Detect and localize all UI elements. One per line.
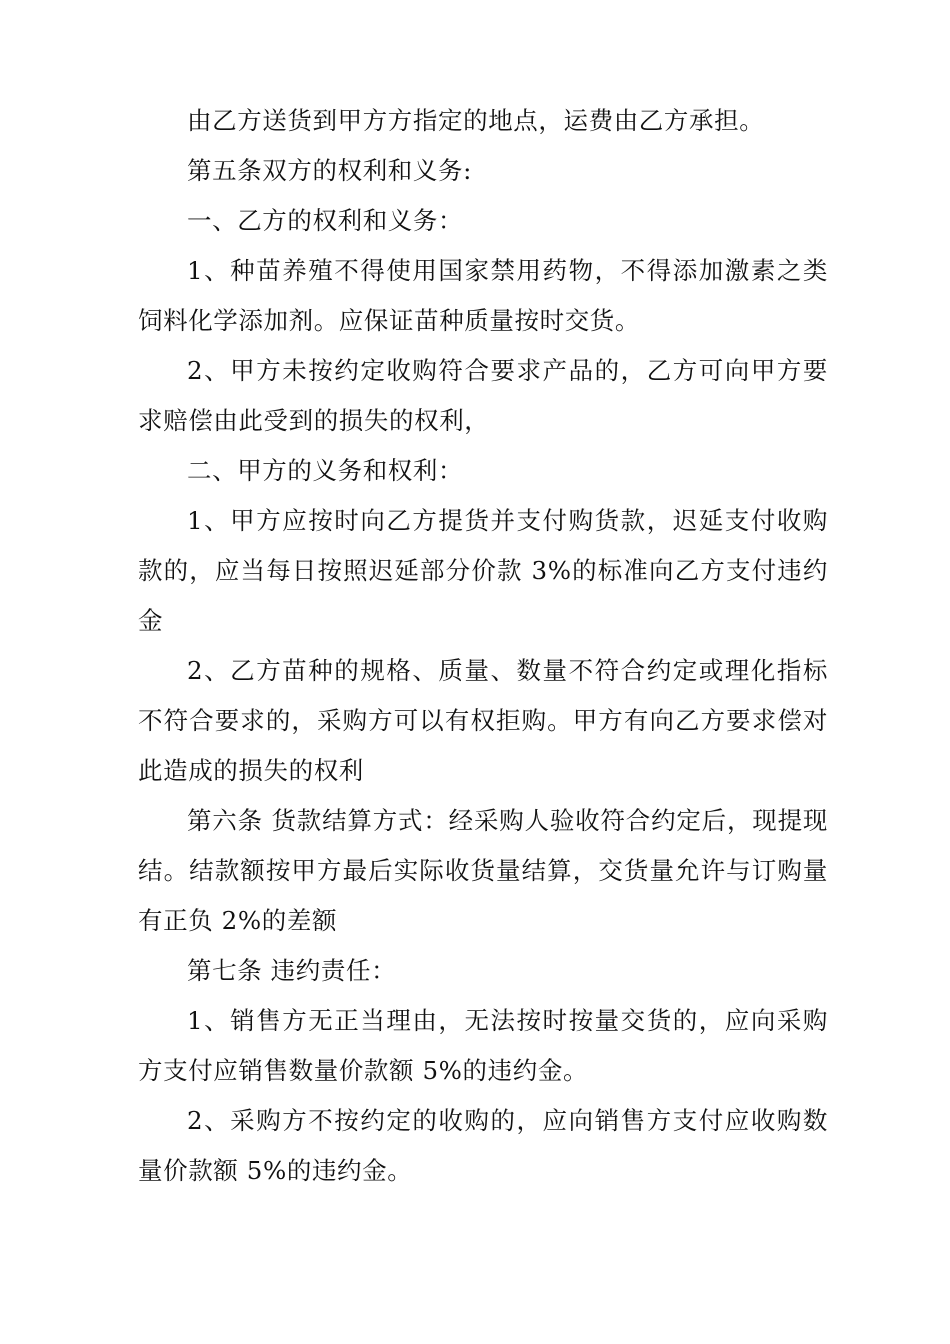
paragraph-party-a-item-1: 1、甲方应按时向乙方提货并支付购货款，迟延支付收购款的，应当每日按照迟延部分价款 3%的标准向乙方支付违约金: [138, 506, 828, 635]
paragraph-party-b-item-2: 2、甲方未按约定收购符合要求产品的，乙方可向甲方要求赔偿由此受到的损失的权利，: [138, 356, 828, 435]
paragraph-delivery: 由乙方送货到甲方方指定的地点，运费由乙方承担。: [187, 106, 765, 135]
paragraph-article-7-item-1: 1、销售方无正当理由，无法按时按量交货的，应向采购方支付应销售数量价款额 5%的违约金。: [138, 1006, 828, 1085]
paragraph-article-5-heading: 第五条双方的权利和义务:: [187, 156, 472, 185]
paragraph-article-7-item-2: 2、采购方不按约定的收购的，应向销售方支付应收购数量价款额 5%的违约金。: [138, 1106, 828, 1185]
paragraph-party-b-item-1: 1、种苗养殖不得使用国家禁用药物，不得添加激素之类饲料化学添加剂。应保证苗种质量按时交货。: [138, 256, 828, 335]
paragraph-party-b-heading: 一、乙方的权利和义务：: [187, 206, 464, 235]
paragraph-party-a-item-2: 2、乙方苗种的规格、质量、数量不符合约定或理化指标不符合要求的，采购方可以有权拒购。甲方有向乙方要求偿对此造成的损失的权利: [138, 656, 828, 785]
document-body: [138, 96, 828, 1196]
paragraph-article-7-heading: 第七条 违约责任：: [187, 956, 397, 985]
paragraph-party-a-heading: 二、甲方的义务和权利：: [187, 456, 464, 485]
paragraph-article-6: 第六条 货款结算方式：经采购人验收符合约定后，现提现结。结款额按甲方最后实际收货量结算，交货量允许与订购量有正负 2%的差额: [138, 806, 828, 935]
